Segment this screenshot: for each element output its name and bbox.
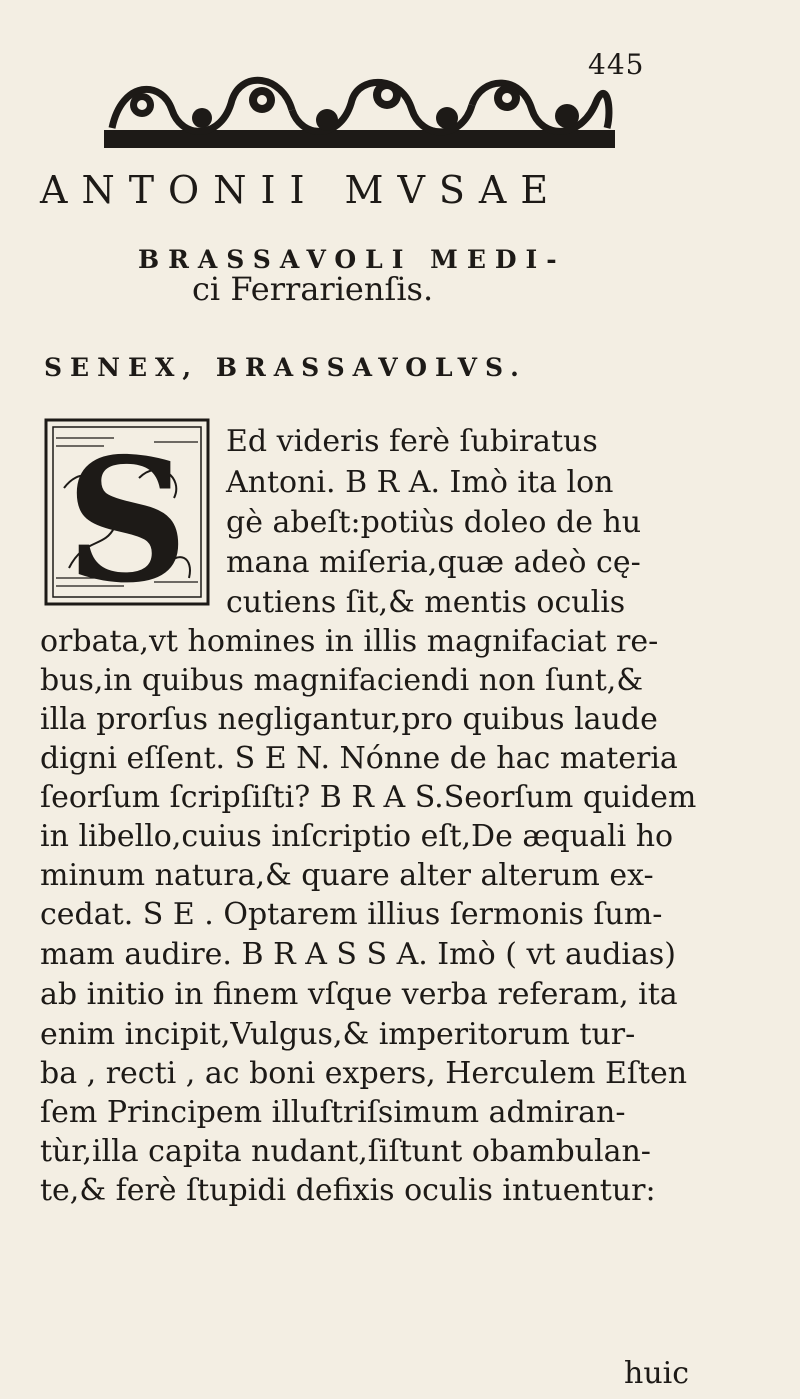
subtitle-line-2: ci Ferrarienſis. bbox=[192, 270, 434, 308]
svg-text:S: S bbox=[65, 421, 189, 606]
speaker-heading: SENEX, BRASSAVOLVS. bbox=[44, 353, 527, 382]
title-author: ANTONII MVSAE bbox=[40, 168, 563, 212]
text-line: Ed videris ferè ſubiratus bbox=[226, 424, 598, 459]
text-line: Antoni. B R A. Imò ita lon bbox=[226, 465, 614, 500]
text-line: in libello,cuius inſcriptio eſt,De æquali ho bbox=[40, 819, 674, 854]
text-line: cedat. S E . Optarem illius ſermonis ſum- bbox=[40, 897, 663, 932]
text-line: ſeorſum ſcripſiſti? B R A S.Seorſum quidem bbox=[40, 780, 697, 815]
text-line: minum natura,& quare alter alterum ex- bbox=[40, 858, 654, 893]
text-line: gè abeſt:potiùs doleo de hu bbox=[226, 505, 642, 540]
text-line: ab initio in finem vſque verba referam, ita bbox=[40, 977, 678, 1012]
text-line: illa prorſus negligantur,pro quibus laude bbox=[40, 702, 658, 737]
subtitle: BRASSAVOLI MEDI- bbox=[138, 245, 566, 274]
text-line: mana miſeria,quæ adeò cę- bbox=[226, 545, 641, 580]
text-line: cutiens ſit,& mentis oculis bbox=[226, 585, 626, 620]
text-line: orbata,vt homines in illis magnifaciat re- bbox=[40, 624, 659, 659]
ornamental-headpiece bbox=[102, 70, 617, 152]
text-line: bus,in quibus magnifaciendi non ſunt,& bbox=[40, 663, 644, 698]
text-line: te,& ferè ſtupidi defixis oculis intuentur: bbox=[40, 1173, 656, 1208]
catchword: huic bbox=[624, 1356, 690, 1391]
text-line: tùr,illa capita nudant,ſiſtunt obambulan- bbox=[40, 1134, 651, 1169]
page-number: 445 bbox=[588, 48, 645, 81]
text-line: ſem Principem illuſtriſsimum admiran- bbox=[40, 1095, 626, 1130]
text-line: mam audire. B R A S S A. Imò ( vt audias) bbox=[40, 937, 676, 972]
decorated-initial bbox=[44, 418, 210, 606]
text-line: digni eſſent. S E N. Nónne de hac materia bbox=[40, 741, 678, 776]
text-line: ba , recti , ac boni expers, Herculem Eſten bbox=[40, 1056, 688, 1091]
text-line: enim incipit,Vulgus,& imperitorum tur- bbox=[40, 1017, 636, 1052]
